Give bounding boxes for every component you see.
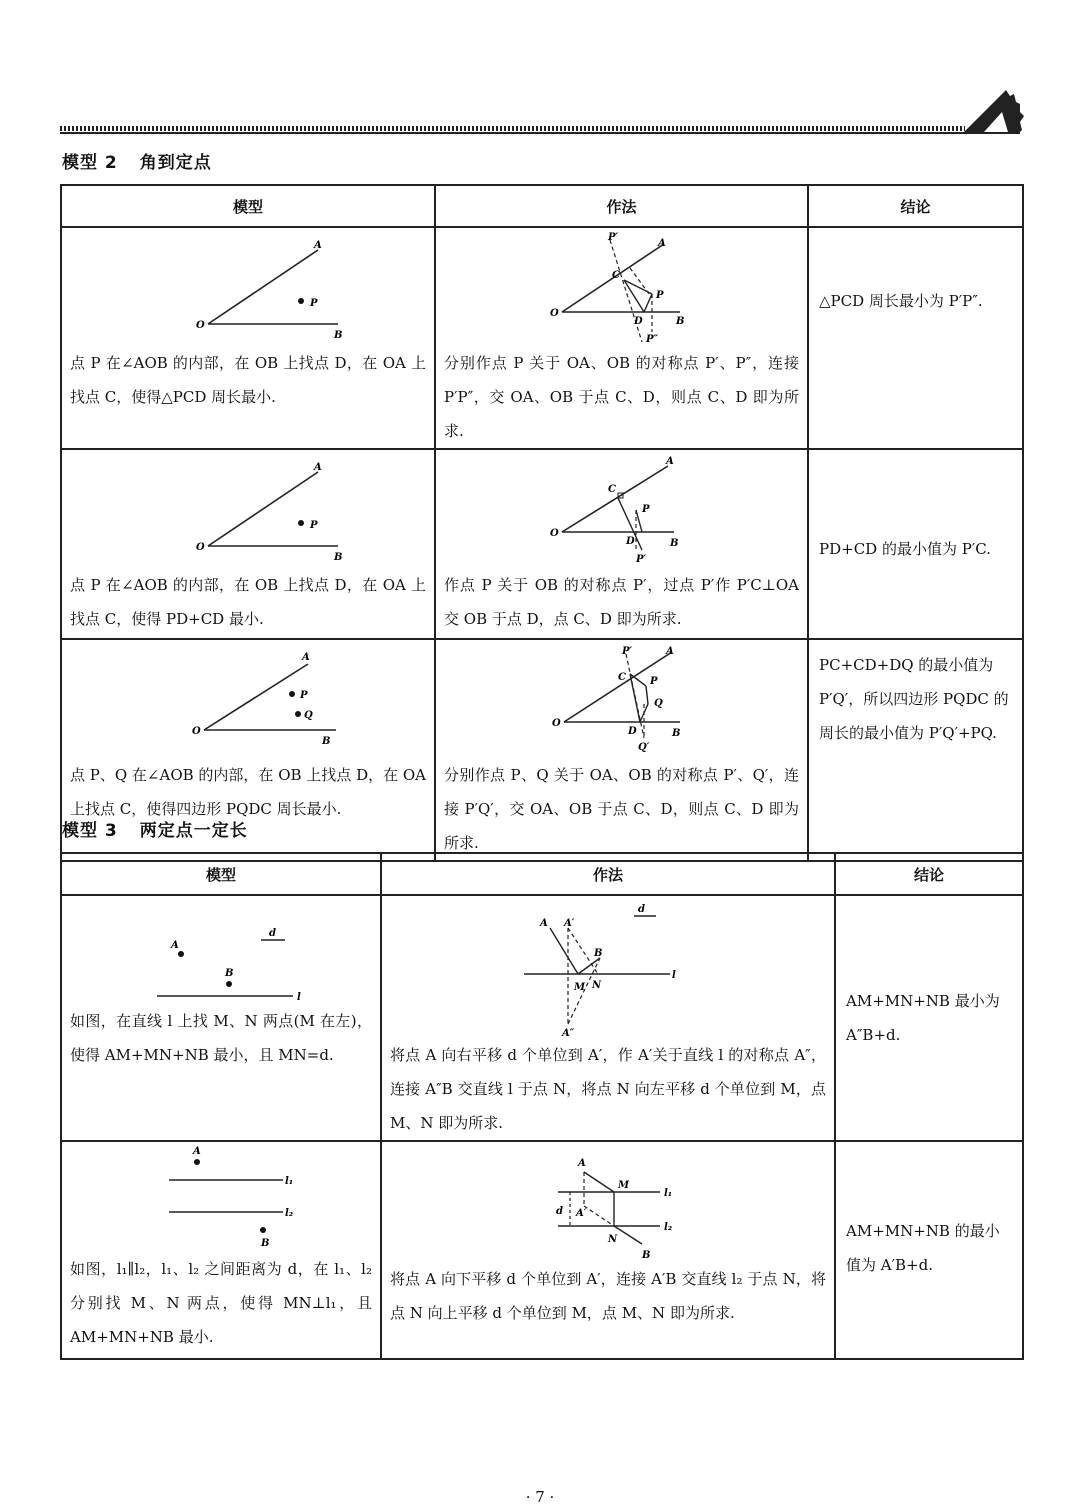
conclusion-text: AM+MN+NB 的最小值为 A′B+d. [846,1222,1000,1274]
svg-text:A: A [314,240,322,251]
svg-text:N: N [592,980,602,991]
svg-text:l: l [297,992,301,1003]
header-conclusion: 结论 [808,185,1023,227]
svg-text:O: O [196,542,205,553]
header-rule-dotted [60,126,965,131]
svg-text:D: D [633,316,643,327]
svg-text:P′: P′ [607,232,618,243]
svg-text:l₁: l₁ [285,1176,294,1187]
svg-text:P: P [310,298,318,309]
svg-text:A″: A″ [562,1028,575,1038]
method-description: 将点 A 向右平移 d 个单位到 A′，作 A′关于直线 l 的对称点 A″，连接 A″B 交直线 l 于点 N，将点 N 向左平移 d 个单位到 M，点 M、N 即为所求. [390,1046,826,1132]
conclusion-text: PC+CD+DQ 的最小值为 P′Q′，所以四边形 PQDC 的周长的最小值为 P′Q′+PQ. [819,656,1009,742]
svg-text:A: A [657,238,666,249]
section-3-table [60,852,1024,1360]
svg-text:l₂: l₂ [664,1222,673,1233]
svg-text:N: N [608,1234,618,1245]
figure-parallel-lines [71,1142,371,1252]
svg-text:A′: A′ [576,1208,587,1219]
header-method: 作法 [381,853,835,895]
header-rule [60,132,1020,134]
figure-perpendicular-to-oa [522,450,722,568]
svg-text:C: C [607,484,616,495]
section-2-table [60,184,1024,862]
svg-text:B: B [225,968,234,979]
svg-text:D: D [627,726,637,737]
header-conclusion: 结论 [835,853,1023,895]
svg-text:O: O [551,718,561,729]
corner-decoration-icon [962,84,1024,134]
svg-text:O: O [549,308,559,319]
svg-text:P′: P′ [635,554,646,565]
svg-text:l₂: l₂ [285,1208,294,1219]
svg-text:B: B [594,948,603,959]
svg-text:M: M [574,982,586,993]
conclusion-text: △PCD 周长最小为 P′P″. [819,292,983,310]
conclusion-text: PD+CD 的最小值为 P′C. [819,540,991,558]
svg-text:Q: Q [304,710,313,721]
section-3-title: 模型 3 两定点一定长 [62,821,248,841]
method-description: 分别作点 P 关于 OA、OB 的对称点 P′、P″，连接 P′P″，交 OA、OB 于点 C、D，则点 C、D 即为所求. [444,354,799,440]
method-description: 分别作点 P、Q 关于 OA、OB 的对称点 P′、Q′，连接 P′Q′，交 OA、OB 于点 C、D，则点 C、D 即为所求. [444,766,799,852]
method-description: 将点 A 向下平移 d 个单位到 A′，连接 A′B 交直线 l₂ 于点 N，将点 N 向上平移 d 个单位到 M，点 M、N 即为所求. [390,1270,826,1322]
svg-text:l: l [672,970,676,981]
section-2-title: 模型 2 角到定点 [62,153,212,173]
model-description: 如图，l₁∥l₂，l₁、l₂ 之间距离为 d，在 l₁、l₂ 分别找 M、N 两点，使得 MN⊥l₁，且 AM+MN+NB 最小. [70,1260,372,1346]
page-number: · 7 · [525,1488,555,1506]
svg-text:A: A [665,456,674,467]
table-row [61,895,1023,1141]
svg-text:d: d [556,1206,563,1217]
svg-text:B: B [669,538,678,549]
svg-text:D: D [625,536,635,547]
svg-text:P: P [310,520,318,531]
svg-text:C: C [617,672,626,683]
method-description: 作点 P 关于 OB 的对称点 P′，过点 P′作 P′C⊥OA 交 OB 于点 D，点 C、D 即为所求. [444,576,799,628]
svg-text:l₁: l₁ [664,1188,673,1199]
figure-reflect-p-twice [522,228,722,346]
svg-text:P: P [641,504,650,515]
conclusion-text: AM+MN+NB 最小为 A″B+d. [846,992,1000,1044]
svg-text:M: M [618,1180,630,1191]
svg-text:B: B [322,736,331,747]
svg-text:B: B [642,1250,651,1261]
model-description: 点 P 在∠AOB 的内部，在 OB 上找点 D，在 OA 上找点 C，使得 PD+CD 最小. [70,576,426,628]
svg-text:A: A [171,940,179,951]
svg-text:A: A [302,652,310,663]
svg-text:B: B [261,1238,270,1249]
figure-translate-and-reflect [388,896,828,1038]
header-model: 模型 [61,853,381,895]
figure-reflect-p-and-q [522,640,722,758]
svg-text:O: O [196,320,205,331]
header-model: 模型 [61,185,435,227]
table-row [61,227,1023,449]
model-description: 点 P 在∠AOB 的内部，在 OB 上找点 D，在 OA 上找点 C，使得△PCD 周长最小. [70,354,426,406]
figure-translate-down [388,1142,828,1262]
svg-text:B: B [671,728,680,739]
svg-text:Q′: Q′ [637,742,649,753]
svg-text:d: d [638,904,645,915]
svg-text:A: A [314,462,322,473]
model-description: 如图，在直线 l 上找 M、N 两点(M 在左)，使得 AM+MN+NB 最小，且 MN=d. [70,1012,372,1064]
header-method: 作法 [435,185,808,227]
svg-text:P: P [655,290,664,301]
svg-text:Q: Q [653,698,663,709]
svg-text:B: B [334,330,343,341]
svg-text:A: A [193,1146,201,1157]
svg-text:A: A [665,646,674,657]
svg-text:P″: P″ [645,334,658,345]
svg-text:B: B [675,316,684,327]
svg-text:P′: P′ [621,646,632,657]
figure-angle-point-p [148,450,348,568]
svg-text:P: P [649,676,658,687]
svg-text:C: C [611,270,620,281]
figure-angle-points-pq [148,640,348,758]
svg-text:A: A [540,918,548,929]
svg-text:A′: A′ [564,918,575,929]
table-row [61,449,1023,639]
table-row [61,1141,1023,1359]
svg-text:O: O [549,528,559,539]
svg-text:P: P [300,690,308,701]
svg-text:A: A [578,1158,586,1169]
figure-angle-point-p [148,228,348,346]
model-description: 点 P、Q 在∠AOB 的内部，在 OB 上找点 D，在 OA 上找点 C，使得四边形 PQDC 周长最小. [70,766,426,818]
svg-text:O: O [192,726,201,737]
svg-text:B: B [334,552,343,563]
figure-two-points-one-line [71,896,371,1004]
svg-text:d: d [269,928,276,939]
